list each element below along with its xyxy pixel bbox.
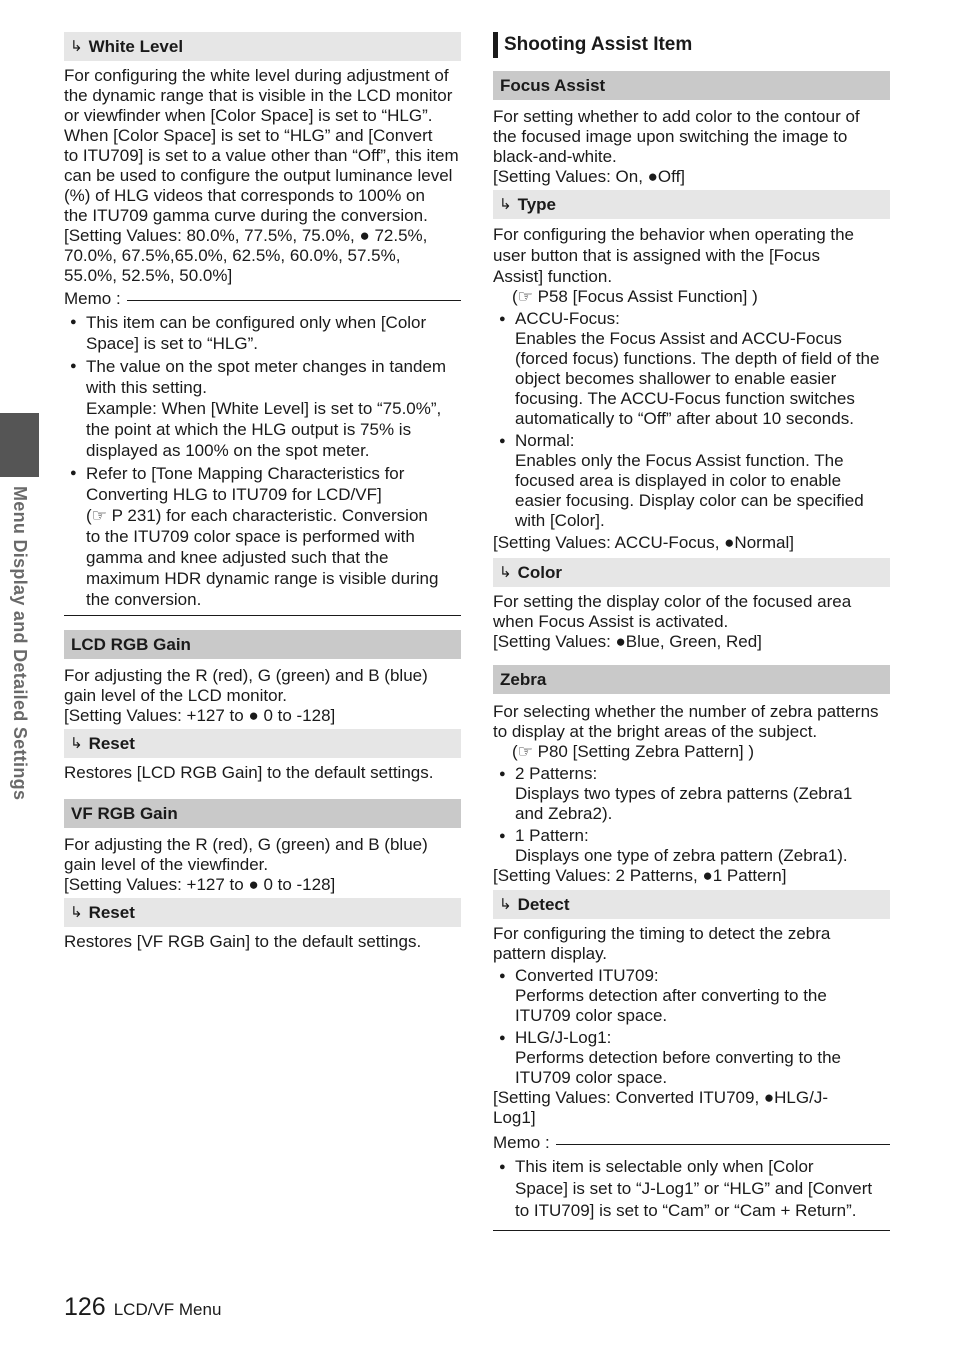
page-number: 126 — [64, 1293, 106, 1321]
list-item-line: ● This item can be configured only when [Color — [86, 313, 427, 332]
text-line: For configuring the behavior when operating the — [493, 225, 855, 244]
list-item-line: object becomes shallower to enable easier — [515, 369, 837, 388]
zebra-options — [493, 764, 890, 866]
vf-reset-heading: ↳ Reset — [64, 898, 461, 927]
zebra-reference: (☞ P80 [Setting Zebra Pattern] ) — [512, 742, 755, 761]
zebra-heading: Zebra — [493, 665, 890, 694]
list-item — [493, 966, 890, 1026]
sub-item-arrow-icon: ↳ — [499, 195, 512, 213]
list-item-line: automatically to “Off” after about 10 seconds. — [515, 409, 854, 428]
text-line: For configuring the timing to detect the zebra — [493, 924, 831, 943]
vf-rgb-gain-description — [64, 828, 461, 895]
list-item-line: (forced focus) functions. The depth of field of the — [515, 349, 880, 368]
white-level-heading: ↳ White Level — [64, 32, 461, 61]
footer-section-name: LCD/VF Menu — [113, 1300, 222, 1319]
detect-heading: ↳ Detect — [493, 890, 890, 919]
text-line: can be used to configure the output luminance level — [64, 166, 453, 185]
text-line: black-and-white. — [493, 147, 617, 166]
list-item-line: focused area is displayed in color to enable — [515, 471, 842, 490]
text-line: 55.0%, 52.5%, 50.0%] — [64, 266, 233, 285]
text-line: when Focus Assist is activated. — [493, 612, 729, 631]
lcd-rgb-gain-heading: LCD RGB Gain — [64, 630, 461, 659]
list-item — [64, 356, 461, 461]
text-line: the dynamic range that is visible in the LCD monitor — [64, 86, 453, 105]
detect-description — [493, 919, 890, 964]
list-item — [493, 826, 890, 866]
list-item — [64, 312, 461, 354]
text-line: [Setting Values: On, ●Off] — [493, 167, 686, 186]
text-line: Log1] — [493, 1108, 536, 1127]
text-line: gain level of the LCD monitor. — [64, 686, 288, 705]
list-item — [493, 764, 890, 824]
sub-item-arrow-icon: ↳ — [70, 37, 83, 55]
list-item-line: displayed as 100% on the spot meter. — [86, 441, 370, 460]
list-item-line: Performs detection before converting to the — [515, 1048, 842, 1067]
list-item-line: with this setting. — [86, 378, 207, 397]
list-item-line: Space] is set to “HLG”. — [86, 334, 258, 353]
text-line: For setting the display color of the focused area — [493, 592, 852, 611]
text-line: (%) of HLG videos that corresponds to 100% on — [64, 186, 425, 205]
text-line: or viewfinder when [Color Space] is set to “HLG”. — [64, 106, 433, 125]
lcd-reset-heading: ↳ Reset — [64, 729, 461, 758]
lcd-reset-description: Restores [LCD RGB Gain] to the default settings. — [64, 763, 434, 782]
list-item-line: ● The value on the spot meter changes in tandem — [86, 357, 447, 376]
list-item-line: with [Color]. — [515, 511, 605, 530]
detect-setting-values — [493, 1088, 890, 1128]
text-line: For selecting whether the number of zebra patterns — [493, 702, 879, 721]
text-line: [Setting Values: 80.0%, 77.5%, 75.0%, ● 72.5%, — [64, 226, 428, 245]
list-item — [64, 463, 461, 610]
focus-assist-heading: Focus Assist — [493, 71, 890, 100]
list-item-line: the conversion. — [86, 590, 202, 609]
zebra-description — [493, 694, 890, 742]
text-line: pattern display. — [493, 944, 608, 963]
detect-memo-end-rule — [493, 1230, 890, 1231]
sub-item-arrow-icon: ↳ — [70, 903, 83, 921]
list-item-line: to the ITU709 color space is performed with — [86, 527, 415, 546]
text-line: to ITU709] is set to a value other than “Off”, this item — [64, 146, 459, 165]
detect-memo-list — [493, 1156, 890, 1222]
list-item-line: Enables the Focus Assist and ACCU-Focus — [515, 329, 842, 348]
list-item-line: ITU709 color space. — [515, 1006, 668, 1025]
section-title: Shooting Assist Item — [493, 32, 890, 58]
text-line: [Setting Values: Converted ITU709, ●HLG/J- — [493, 1088, 828, 1107]
color-description — [493, 587, 890, 652]
list-item-line: Enables only the Focus Assist function. The — [515, 451, 844, 470]
text-line: For configuring the white level during adjustment of — [64, 66, 449, 85]
list-item — [493, 1156, 890, 1222]
list-item-line: ● Converted ITU709: — [515, 966, 659, 985]
page-footer — [64, 1292, 221, 1322]
text-line: Assist] function. — [493, 267, 613, 286]
detect-options — [493, 966, 890, 1088]
list-item-line: ● 1 Pattern: — [515, 826, 589, 845]
list-item-line: Displays one type of zebra pattern (Zebra1). — [515, 846, 848, 865]
list-item-line: Converting HLG to ITU709 for LCD/VF] — [86, 485, 382, 504]
list-item-line: Performs detection after converting to the — [515, 986, 827, 1005]
text-line: When [Color Space] is set to “HLG” and [Convert — [64, 126, 433, 145]
text-line: [Setting Values: +127 to ● 0 to -128] — [64, 875, 336, 894]
text-line: [Setting Values: ●Blue, Green, Red] — [493, 632, 762, 651]
detect-memo-header: Memo : — [493, 1132, 890, 1154]
list-item — [493, 431, 890, 531]
vf-reset-description: Restores [VF RGB Gain] to the default settings. — [64, 932, 422, 951]
text-line: gain level of the viewfinder. — [64, 855, 269, 874]
type-options — [493, 309, 890, 531]
text-line: 70.0%, 67.5%,65.0%, 62.5%, 60.0%, 57.5%, — [64, 246, 401, 265]
text-line: user button that is assigned with the [Focus — [493, 246, 820, 265]
lcd-rgb-gain-description — [64, 659, 461, 726]
type-setting-values: [Setting Values: ACCU-Focus, ●Normal] — [493, 533, 794, 552]
list-item-line: Example: When [White Level] is set to “75.0%”, — [86, 399, 442, 418]
list-item-line: to ITU709] is set to “Cam” or “Cam + Return”. — [515, 1201, 857, 1220]
text-line: For adjusting the R (red), G (green) and B (blue) — [64, 666, 428, 685]
sub-item-arrow-icon: ↳ — [499, 563, 512, 581]
list-item-line: (☞ P 231) for each characteristic. Conversion — [86, 506, 428, 525]
type-heading: ↳ Type — [493, 190, 890, 219]
right-column — [493, 32, 890, 1231]
focus-assist-description — [493, 100, 890, 187]
list-item-line: ● ACCU-Focus: — [515, 309, 620, 328]
list-item — [493, 1028, 890, 1088]
list-item-line: easier focusing. Display color can be specified — [515, 491, 864, 510]
list-item-line: ITU709 color space. — [515, 1068, 668, 1087]
text-line: [Setting Values: +127 to ● 0 to -128] — [64, 706, 336, 725]
color-heading: ↳ Color — [493, 558, 890, 587]
memo-header: Memo : — [64, 288, 461, 310]
side-tab-label: Menu Display and Detailed Settings — [10, 486, 30, 801]
list-item-line: ● This item is selectable only when [Color — [515, 1157, 814, 1176]
text-line: For setting whether to add color to the contour of — [493, 107, 860, 126]
list-item-line: ● Normal: — [515, 431, 575, 450]
text-line: the focused image upon switching the image to — [493, 127, 848, 146]
list-item-line: ● HLG/J-Log1: — [515, 1028, 612, 1047]
list-item-line: the point at which the HLG output is 75% is — [86, 420, 412, 439]
vf-rgb-gain-heading: VF RGB Gain — [64, 799, 461, 828]
memo-list — [64, 312, 461, 610]
zebra-setting-values: [Setting Values: 2 Patterns, ●1 Pattern] — [493, 866, 787, 885]
list-item-line: gamma and knee adjusted such that the — [86, 548, 389, 567]
text-line: For adjusting the R (red), G (green) and B (blue) — [64, 835, 428, 854]
list-item-line: maximum HDR dynamic range is visible during — [86, 569, 439, 588]
sub-item-arrow-icon: ↳ — [499, 895, 512, 913]
white-level-description — [64, 61, 461, 286]
list-item-line: Displays two types of zebra patterns (Zebra1 — [515, 784, 853, 803]
list-item-line: ● 2 Patterns: — [515, 764, 598, 783]
list-item — [493, 309, 890, 429]
type-reference: (☞ P58 [Focus Assist Function] ) — [512, 287, 758, 306]
list-item-line: focusing. The ACCU-Focus function switches — [515, 389, 855, 408]
text-line: to display at the bright areas of the subject. — [493, 722, 818, 741]
left-column — [64, 32, 461, 952]
list-item-line: ● Refer to [Tone Mapping Characteristics for — [86, 464, 405, 483]
side-tab-marker — [0, 413, 39, 477]
text-line: the ITU709 gamma curve during the conversion. — [64, 206, 428, 225]
list-item-line: Space] is set to “J-Log1” or “HLG” and [Convert — [515, 1179, 873, 1198]
type-description — [493, 219, 890, 287]
list-item-line: and Zebra2). — [515, 804, 613, 823]
sub-item-arrow-icon: ↳ — [70, 734, 83, 752]
